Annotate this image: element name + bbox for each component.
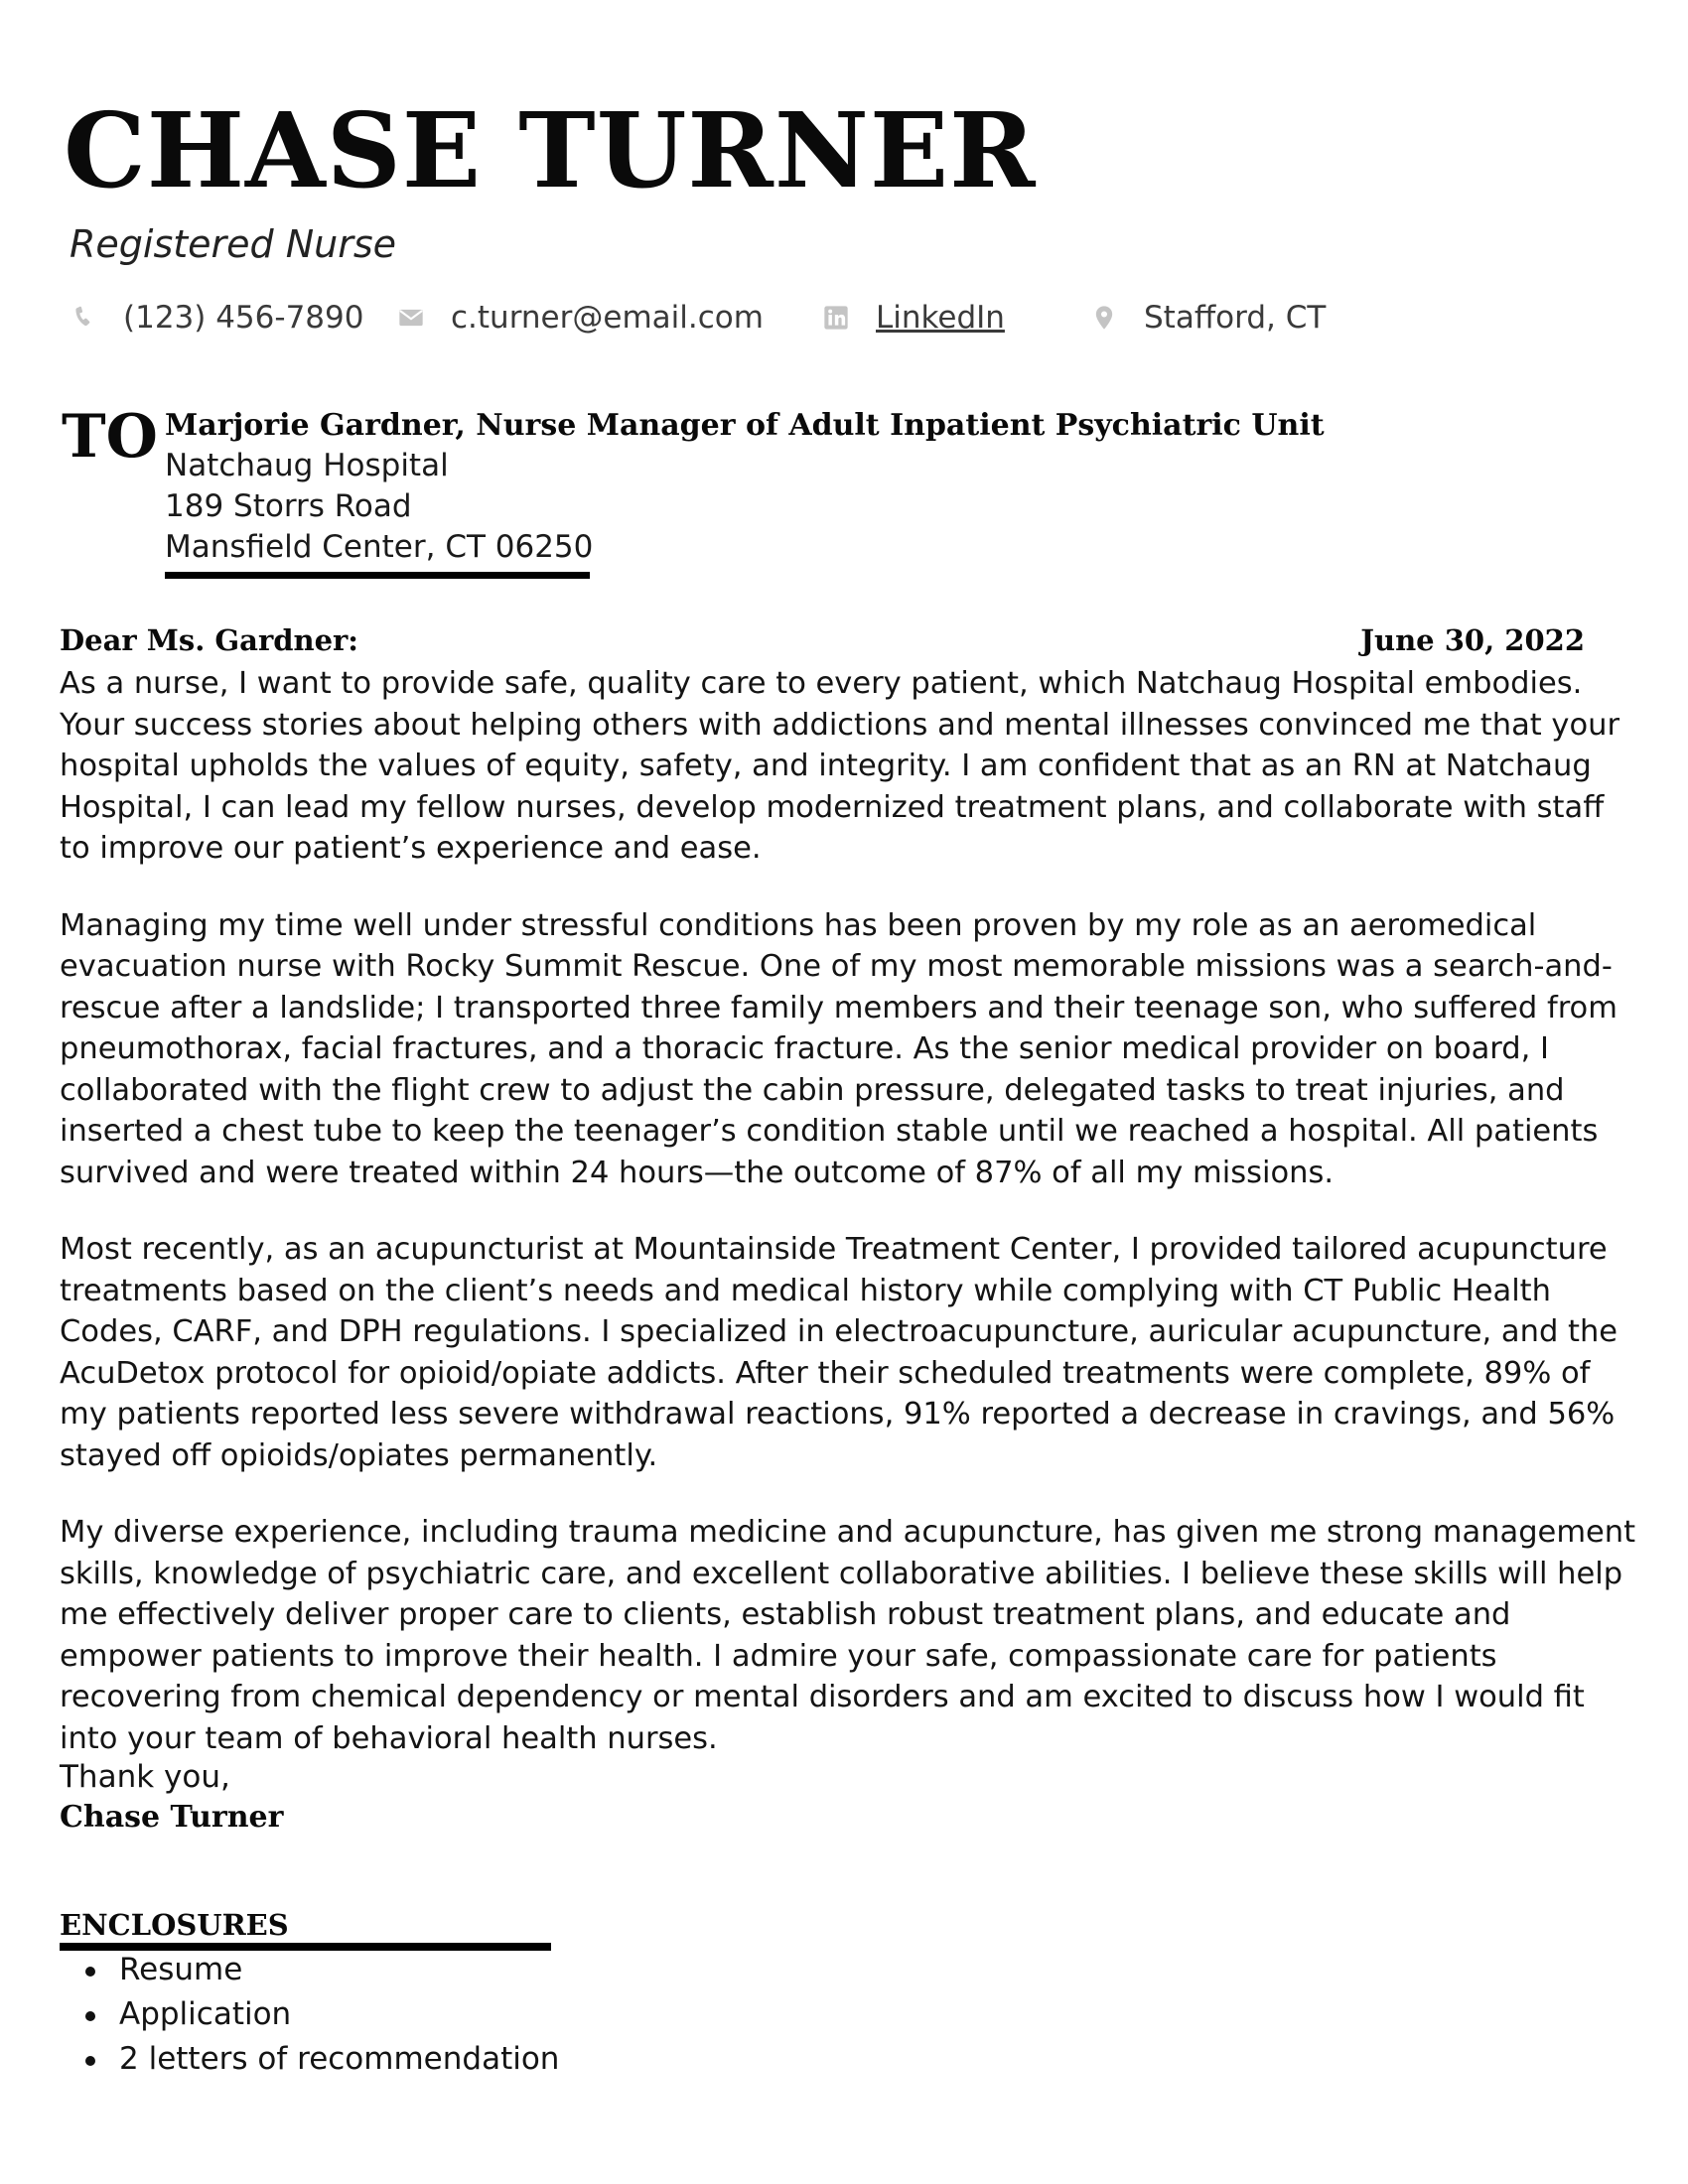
paragraph-4: My diverse experience, including trauma medicine and acupuncture, has given me strong management skills, knowledge of psychiatric care, and excellent collaborative abilities. I believe these skills will help me effectively deliver proper care to clients, establish robust treatment plans, and educate and empower patients to improve their health. I admire your safe, compassionate care for patients recovering from chemical dependency or mental disorders and am excited to discuss how I would fit into your team of behavioral health nurses. — [60, 1515, 1636, 1756]
enclosures-heading: ENCLOSURES — [60, 1908, 289, 1942]
phone-text: (123) 456-7890 — [123, 300, 364, 336]
recipient-name: Marjorie Gardner, Nurse Manager of Adult Inpatient Psychiatric Unit — [165, 408, 1325, 443]
list-item: 2 letters of recommendation — [60, 2037, 559, 2082]
location-pin-icon — [1090, 304, 1118, 332]
letter-date: June 30, 2022 — [1360, 623, 1585, 657]
mail-icon — [397, 304, 425, 332]
recipient-street: 189 Storrs Road — [165, 488, 412, 524]
list-item: Application — [60, 1992, 559, 2037]
applicant-name: CHASE TURNER — [64, 89, 1037, 211]
enclosures-list — [60, 1948, 559, 2082]
paragraph-3: Most recently, as an acupuncturist at Mountainside Treatment Center, I provided tailored acupuncture treatments based on the client’s needs and medical history while complying with CT Public Health Codes, CARF, and DPH regulations. I specialized in electroacupuncture, auricular acupuncture, and the AcuDetox protocol for opioid/opiate addicts. After their scheduled treatments were complete, 89% of my patients reported less severe withdrawal reactions, 91% reported a decrease in cravings, and 56% stayed off opioids/opiates permanently. — [60, 1232, 1618, 1473]
linkedin-link[interactable]: LinkedIn — [876, 300, 1005, 336]
contact-linkedin[interactable] — [822, 296, 1005, 340]
to-label: TO — [62, 402, 158, 472]
phone-icon — [70, 304, 97, 332]
letter-body — [60, 663, 1638, 1795]
contact-phone — [70, 296, 363, 340]
signature-name: Chase Turner — [60, 1800, 284, 1835]
email-text: c.turner@email.com — [451, 300, 764, 336]
linkedin-icon — [822, 304, 850, 332]
list-item: Resume — [60, 1948, 559, 1992]
paragraph-1: As a nurse, I want to provide safe, quality care to every patient, which Natchaug Hospital embodies. Your success stories about helping others with addictions and mental illnesses convinced me that your hospital upholds the values of equity, safety, and integrity. I am confident that as an RN at Natchaug Hospital, I can lead my fellow nurses, develop modernized treatment plans, and collaborate with staff to improve our patient’s experience and ease. — [60, 666, 1620, 866]
recipient-block — [165, 405, 1325, 568]
applicant-title: Registered Nurse — [70, 222, 397, 266]
contact-bar — [70, 296, 1618, 340]
paragraph-2: Managing my time well under stressful conditions has been proven by my role as an aeromedical evacuation nurse with Rocky Summit Rescue. One of my most memorable missions was a search-and-rescue after a landslide; I transported three family members and their teenage son, who suffered from pneumothorax, facial fractures, and a thoracic fracture. As the senior medical provider on board, I collaborated with the flight crew to adjust the cabin pressure, delegated tasks to treat injuries, and inserted a chest tube to keep the teenager’s condition stable until we reached a hospital. All patients survived and were treated within 24 hours—the outcome of 87% of all my missions. — [60, 907, 1618, 1190]
recipient-organization: Natchaug Hospital — [165, 448, 449, 483]
salutation: Dear Ms. Gardner: — [60, 623, 359, 657]
contact-location — [1090, 296, 1326, 340]
recipient-divider — [165, 572, 590, 579]
closing: Thank you, — [60, 1759, 230, 1795]
contact-email[interactable] — [397, 296, 764, 340]
recipient-city: Mansfield Center, CT 06250 — [165, 529, 594, 565]
location-text: Stafford, CT — [1144, 300, 1327, 336]
